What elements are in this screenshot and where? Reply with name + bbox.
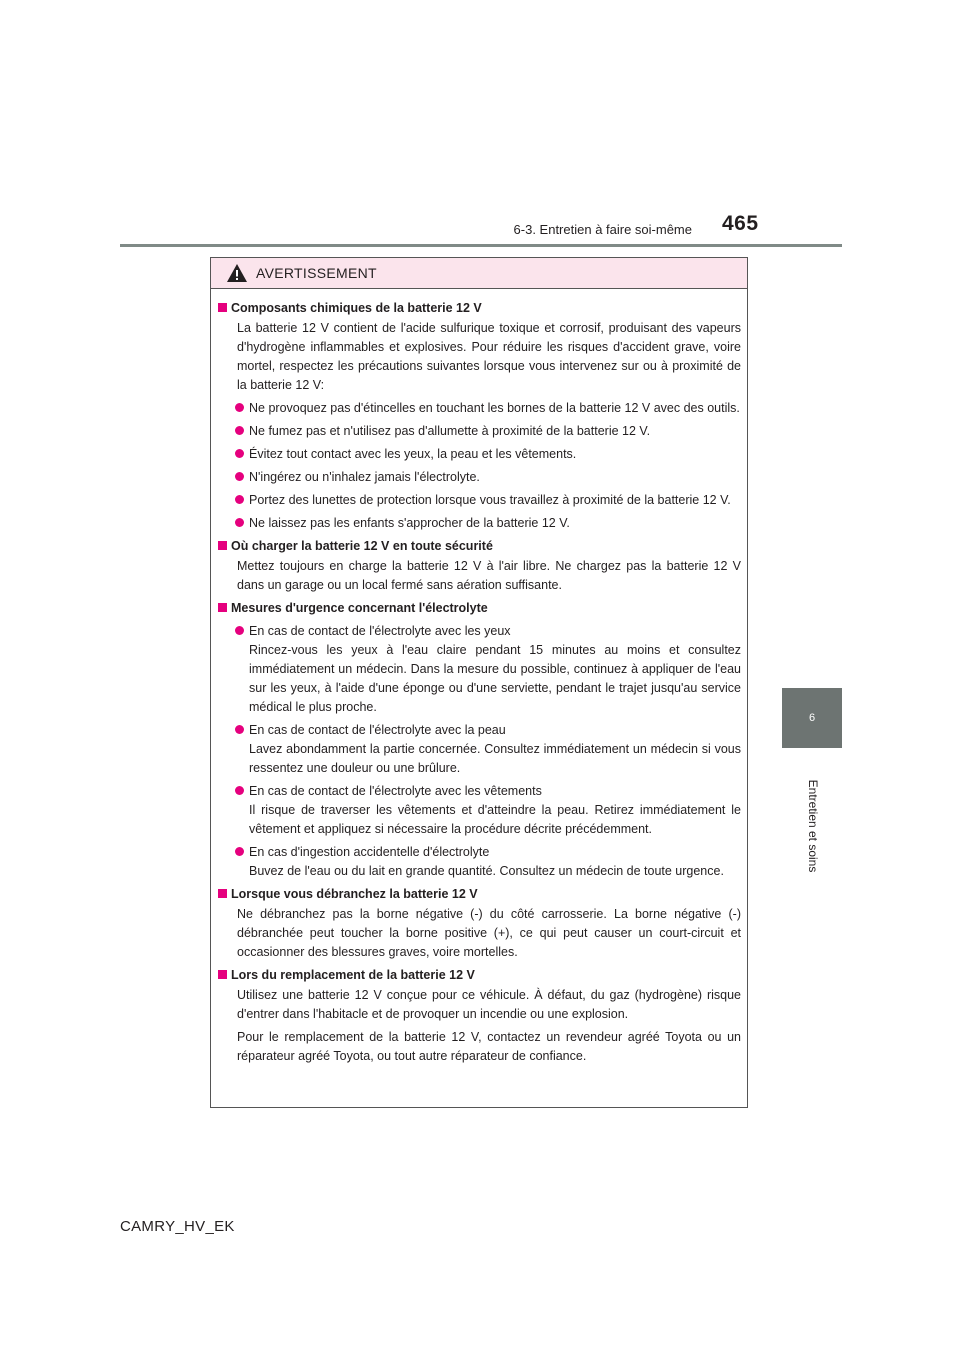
- section-paragraph: Ne débranchez pas la borne négative (-) du côté carrosserie. La borne négative (-) débranchée peut toucher la borne positive (+), ce qui peut causer un court-circuit et occasionner des blessures graves, voire mortelles.: [237, 907, 741, 959]
- header-divider: [120, 244, 842, 247]
- round-bullet-icon: [235, 426, 244, 435]
- round-bullet-icon: [235, 847, 244, 856]
- round-bullet-icon: [235, 518, 244, 527]
- list-item: Ne fumez pas et n'utilisez pas d'allumette à proximité de la batterie 12 V.: [218, 422, 741, 441]
- section-title: 6-3. Entretien à faire soi-même: [513, 222, 692, 237]
- list-item: En cas de contact de l'électrolyte avec la peau Lavez abondamment la partie concernée. Consultez immédiatement un médecin si vous ressentez une douleur ou une brûlure.: [218, 721, 741, 778]
- list-item: En cas de contact de l'électrolyte avec les yeux Rincez-vous les yeux à l'eau claire pendant 15 minutes au moins et consultez immédiatement un médecin. Dans la mesure du possible, continuez à appliquer de l'eau sur les yeux, à l'aide d'une éponge ou d'une serviette, pendant le trajet jusqu'au service médical le plus proche.: [218, 622, 741, 717]
- list-item: En cas de contact de l'électrolyte avec les vêtements Il risque de traverser les vêtements et d'atteindre la peau. Retirez immédiatement le vêtement et appliquez si nécessaire la procédure décrite précédemment.: [218, 782, 741, 839]
- round-bullet-icon: [235, 725, 244, 734]
- list-item: Ne provoquez pas d'étincelles en touchant les bornes de la batterie 12 V avec des outils.: [218, 399, 741, 418]
- model-code: CAMRY_HV_EK: [120, 1218, 235, 1235]
- round-bullet-icon: [235, 495, 244, 504]
- chapter-title: Entretien et soins: [806, 779, 820, 873]
- list-item: Portez des lunettes de protection lorsque vous travaillez à proximité de la batterie 12 V.: [218, 491, 741, 510]
- square-bullet-icon: [218, 970, 227, 979]
- warning-triangle-icon: [226, 263, 248, 283]
- section-heading: Lorsque vous débranchez la batterie 12 V: [218, 885, 741, 904]
- section-heading: Où charger la batterie 12 V en toute sécurité: [218, 537, 741, 556]
- section-paragraph: Utilisez une batterie 12 V conçue pour ce véhicule. À défaut, du gaz (hydrogène) risque d'entrer dans l'habitacle et de provoquer un incendie ou une explosion.: [237, 988, 741, 1021]
- round-bullet-icon: [235, 786, 244, 795]
- square-bullet-icon: [218, 303, 227, 312]
- round-bullet-icon: [235, 449, 244, 458]
- list-item: Évitez tout contact avec les yeux, la peau et les vêtements.: [218, 445, 741, 464]
- round-bullet-icon: [235, 472, 244, 481]
- list-item: En cas d'ingestion accidentelle d'électrolyte Buvez de l'eau ou du lait en grande quantité. Consultez un médecin de toute urgence.: [218, 843, 741, 881]
- list-item: N'ingérez ou n'inhalez jamais l'électrolyte.: [218, 468, 741, 487]
- square-bullet-icon: [218, 541, 227, 550]
- round-bullet-icon: [235, 626, 244, 635]
- section-paragraph: Mettez toujours en charge la batterie 12 V à l'air libre. Ne chargez pas la batterie 12 V dans un garage ou un local fermé sans aération suffisante.: [237, 559, 741, 592]
- chapter-number: 6: [808, 712, 816, 724]
- warning-body: [211, 289, 747, 1066]
- square-bullet-icon: [218, 603, 227, 612]
- chapter-tab: [782, 688, 842, 748]
- page-number: 465: [722, 212, 759, 235]
- warning-box: [210, 257, 748, 1108]
- section-paragraph: Pour le remplacement de la batterie 12 V, contactez un revendeur agréé Toyota ou un réparateur agréé Toyota, ou tout autre réparateur de confiance.: [237, 1030, 741, 1063]
- section-paragraph: La batterie 12 V contient de l'acide sulfurique toxique et corrosif, produisant des vapeurs d'hydrogène inflammables et explosives. Pour réduire les risques d'accident grave, voire mortel, respectez les précautions suivantes lorsque vous intervenez sur ou à proximité de la batterie 12 V:: [237, 321, 741, 392]
- section-heading: Composants chimiques de la batterie 12 V: [218, 299, 741, 318]
- round-bullet-icon: [235, 403, 244, 412]
- warning-header: [211, 258, 747, 289]
- section-heading: Mesures d'urgence concernant l'électrolyte: [218, 599, 741, 618]
- list-item: Ne laissez pas les enfants s'approcher de la batterie 12 V.: [218, 514, 741, 533]
- section-heading: Lors du remplacement de la batterie 12 V: [218, 966, 741, 985]
- warning-title: AVERTISSEMENT: [256, 265, 377, 281]
- square-bullet-icon: [218, 889, 227, 898]
